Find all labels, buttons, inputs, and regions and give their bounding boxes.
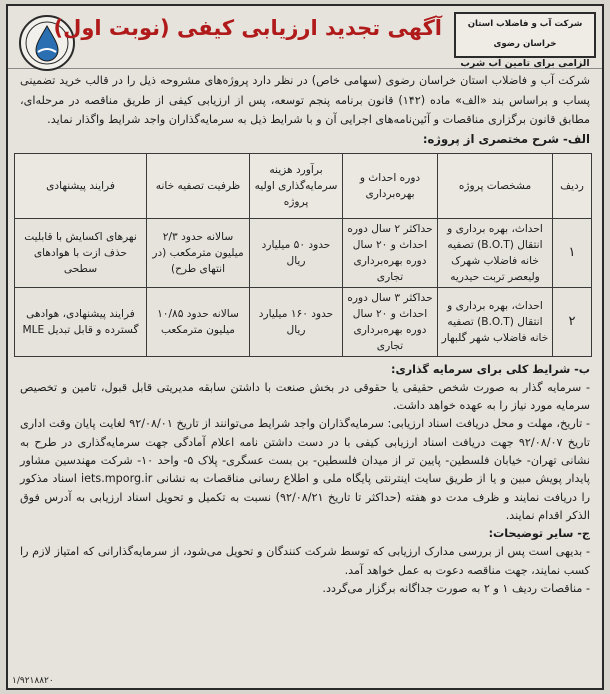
- project-spec: احداث، بهره برداری و انتقال (B.O.T) تصفیه خانه فاضلاب شهرک ولیعصر تربت حیدریه: [438, 218, 553, 287]
- project-cost: حدود ۵۰ میلیارد ریال: [250, 218, 343, 287]
- organization-name: شرکت آب و فاضلاب استان خراسان رضوی: [467, 19, 583, 49]
- project-period: حداکثر ۳ سال دوره احداث و ۲۰ سال دوره بهره‌برداری تجاری: [343, 287, 438, 356]
- project-cost: حدود ۱۶۰ میلیارد ریال: [250, 287, 343, 356]
- header-period: دوره احداث و بهره‌برداری: [343, 153, 438, 218]
- section-c-title: ج- سایر توضیحات:: [488, 527, 590, 541]
- header-row-number: ردیف: [553, 153, 592, 218]
- header: [8, 6, 602, 69]
- header-project-spec: مشخصات پروژه: [438, 153, 553, 218]
- header-cost: برآورد هزینه سرمایه‌گذاری اولیه پروژه: [250, 153, 343, 218]
- ad-code: ۱/۹۲۱۸۸۲۰: [12, 676, 54, 686]
- page-title: آگهی تجدید ارزیابی کیفی (نوبت اول): [53, 16, 442, 40]
- section-b-title: ب- شرایط کلی برای سرمایه گذاری:: [390, 362, 590, 376]
- table-header-row: [15, 153, 592, 218]
- project-capacity: سالانه حدود ۱۰/۸۵ میلیون مترمکعب: [147, 287, 250, 356]
- organization-subtitle: الزامی برای تامین آب شرب: [460, 58, 590, 69]
- conditions-section: [8, 357, 602, 599]
- row-number: ۲: [553, 287, 592, 356]
- section-b-paragraph-1: - سرمایه گذار به صورت شخص حقیقی یا حقوقی در بخش صنعت با داشتن سابقه مدیریتی قابل قبول، تامین و تخصیص سرمایه مورد نیاز را به عهده خواهد داشت.: [20, 380, 590, 413]
- project-process: فرایند پیشنهادی، هوادهی گسترده و قابل تبدیل MLE: [15, 287, 147, 356]
- section-b-paragraph-2: - تاریخ، مهلت و محل دریافت اسناد ارزیابی: سرمایه‌گذاران واجد شرایط می‌توانند از تاریخ ۹۲/۰۸/۰۱ لغایت پایان وقت اداری تاریخ ۹۲/۰۸/۰۷ جهت دریافت اسناد ارزیابی کیفی با در دست داشتن نامه اعلام آمادگی جهت سرمایه‌گذاری در طرح به نشانی تهران- خیابان فلسطین- پایین تر از میدان فلسطین- بن بست عسگری- پلاک ۵- واحد ۱۰- شرکت مهندسین مشاور پایدار پویش مبین و یا از طریق سایت اینترنتی پایگاه ملی و اطلاع رسانی مناقصات به نشانی iets.mporg.ir اسناد مذکور را دریافت نمایند و ظرف مدت دو هفته (حداکثر تا تاریخ ۹۲/۰۸/۲۱) نسبت به تکمیل و تحویل اسناد ارزیابی به آدرس فوق الذکر اقدام نمایند.: [20, 417, 591, 522]
- row-number: ۱: [553, 218, 592, 287]
- section-c-paragraph-1: - بدیهی است پس از بررسی مدارک ارزیابی که توسط شرکت کنندگان و تحویل می‌شود، از سرمایه‌گذارانی که امتیاز لازم را کسب نمایند، جهت مناقصه دعوت به عمل خواهد آمد.: [20, 545, 590, 577]
- section-a-title: الف- شرح مختصری از پروژه:: [422, 131, 590, 146]
- section-c-paragraph-2: - مناقصات ردیف ۱ و ۲ به صورت جداگانه برگزار می‌گردد.: [322, 582, 590, 596]
- project-period: حداکثر ۲ سال دوره احداث و ۲۰ سال دوره بهره‌برداری تجاری: [343, 218, 438, 287]
- project-capacity: سالانه حدود ۲/۳ میلیون مترمکعب (در انتهای طرح): [147, 218, 250, 287]
- header-process: فرایند پیشنهادی: [15, 153, 147, 218]
- intro-paragraph: شرکت آب و فاضلاب استان خراسان رضوی (سهامی خاص) در نظر دارد پروژه‌های مشروحه ذیل را در قالب خرید تضمینی پساب و براساس بند «الف» ماده (۱۴۲) قانون برنامه پنجم توسعه، پس از ارزیابی کیفی از طریق مناقصه در مرحله‌ای، مطابق قانون برگزاری مناقصات و آئین‌نامه‌های اجرایی آن و با شرایط ذیل به سرمایه‌گذاران واجد شرایط واگذار نماید.: [20, 74, 590, 126]
- project-spec: احداث، بهره برداری و انتقال (B.O.T) تصفیه خانه فاضلاب شهر گلبهار: [438, 287, 553, 356]
- projects-table: [14, 153, 592, 357]
- header-capacity: ظرفیت تصفیه خانه: [147, 153, 250, 218]
- project-process: نهرهای اکسایش با قابلیت حذف ازت با هوادهای سطحی: [15, 218, 147, 287]
- table-row: [15, 287, 592, 356]
- organization-box: [454, 12, 596, 69]
- table-row: [15, 218, 592, 287]
- advertisement-page: [6, 4, 604, 690]
